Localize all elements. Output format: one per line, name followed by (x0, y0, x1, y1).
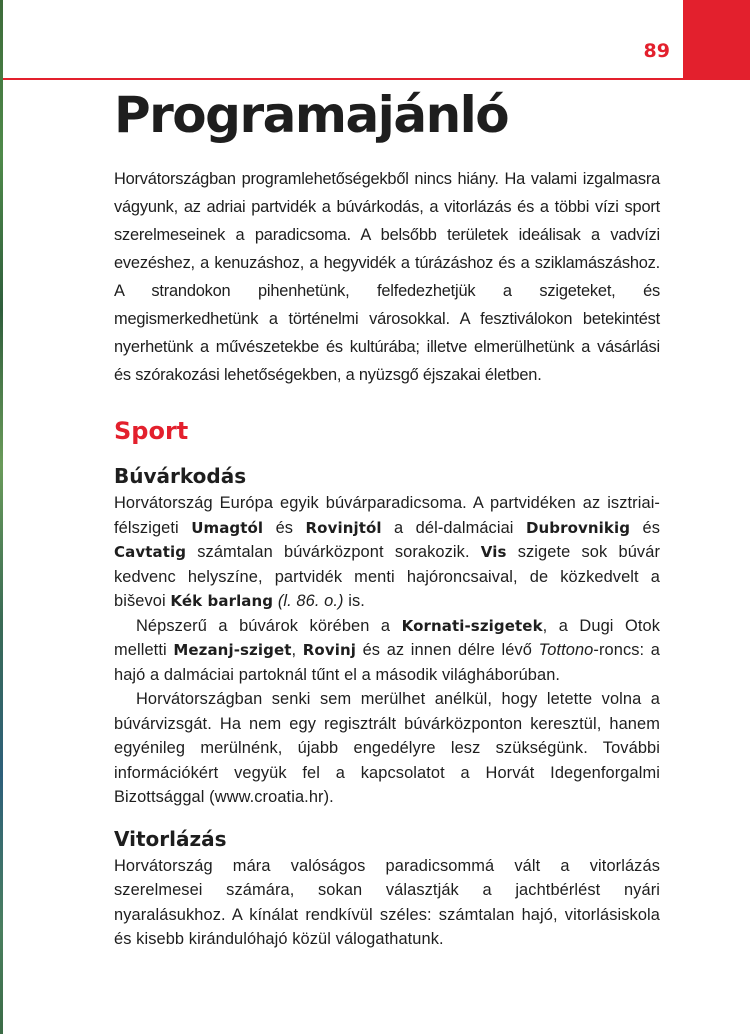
page-number: 89 (643, 40, 670, 62)
section-heading-sport: Sport (114, 417, 189, 445)
subheading-sailing: Vitorlázás (114, 826, 227, 851)
diving-paragraph-3: Horvátországban senki sem merülhet anélkül, hogy letette volna a búvárvizsgát. Ha nem egy regisztrált búvárközponton keresztül, hanem egyénileg merülnénk, újabb engedélyre lesz szükségünk. További információkért vegyük fel a kapcsolatot a Horvát Idegenforgalmi Bizottsággal (www.croatia.hr). (114, 690, 660, 806)
intro-paragraph: Horvátországban programlehetőségekből nincs hiány. Ha valami izgalmasra vágyunk, az adriai partvidék a búvárkodás, a vitorlázás és a többi vízi sport szerelmeseinek a paradicsoma. A belsőbb területek ideálisak a vadvízi evezéshez, a kenuzáshoz, a hegyvidék a túrázáshoz és a sziklamászáshoz. A strandokon pihenhetünk, felfedezhetjük a szigeteket, és megismerkedhetünk a történelmi városokkal. A fesztiválokon betekintést nyerhetünk a művészetekbe és kultúrába; illetve elmerülhetünk a vásárlási és szórakozási lehetőségekben, a nyüzsgő éjszakai életben. (114, 170, 660, 384)
page-title: Programajánló (114, 86, 509, 144)
photo-edge-strip (0, 0, 3, 1034)
page-corner-tab (683, 0, 750, 80)
sailing-paragraph-1: Horvátország mára valóságos paradicsommá vált a vitorlázás szerelmesei számára, sokan választják a jachtbérlést nyári nyaralásukhoz. A kínálat rendkívül széles: számtalan hajó, vitorlásiskola és kisebb kirándulóhajó közül válogathatunk. (114, 856, 660, 948)
diving-paragraph-1: Horvátország Európa egyik búvárparadicsoma. A partvidéken az isztriai-félszigeti Umagtól és Rovinjtól a dél-dalmáciai Dubrovnikig és Cavtatig számtalan búvárközpont sorakozik. Vis szigete sok búvár kedvenc helyszíne, partvidék menti hajóroncsaival, de közkedvelt a biševoi Kék barlang (l. 86. o.) is. (114, 494, 661, 610)
page-content (114, 165, 660, 952)
subheading-diving: Búvárkodás (114, 464, 247, 488)
diving-paragraph-2: Népszerű a búvárok körében a Kornati-szigetek, a Dugi Otok melletti Mezanj-sziget, Rovinj és az innen délre lévő Tottono-roncs: a hajó a dalmáciai partoknál tűnt el a második világháborúban. (114, 616, 661, 684)
header-rule (3, 78, 683, 80)
